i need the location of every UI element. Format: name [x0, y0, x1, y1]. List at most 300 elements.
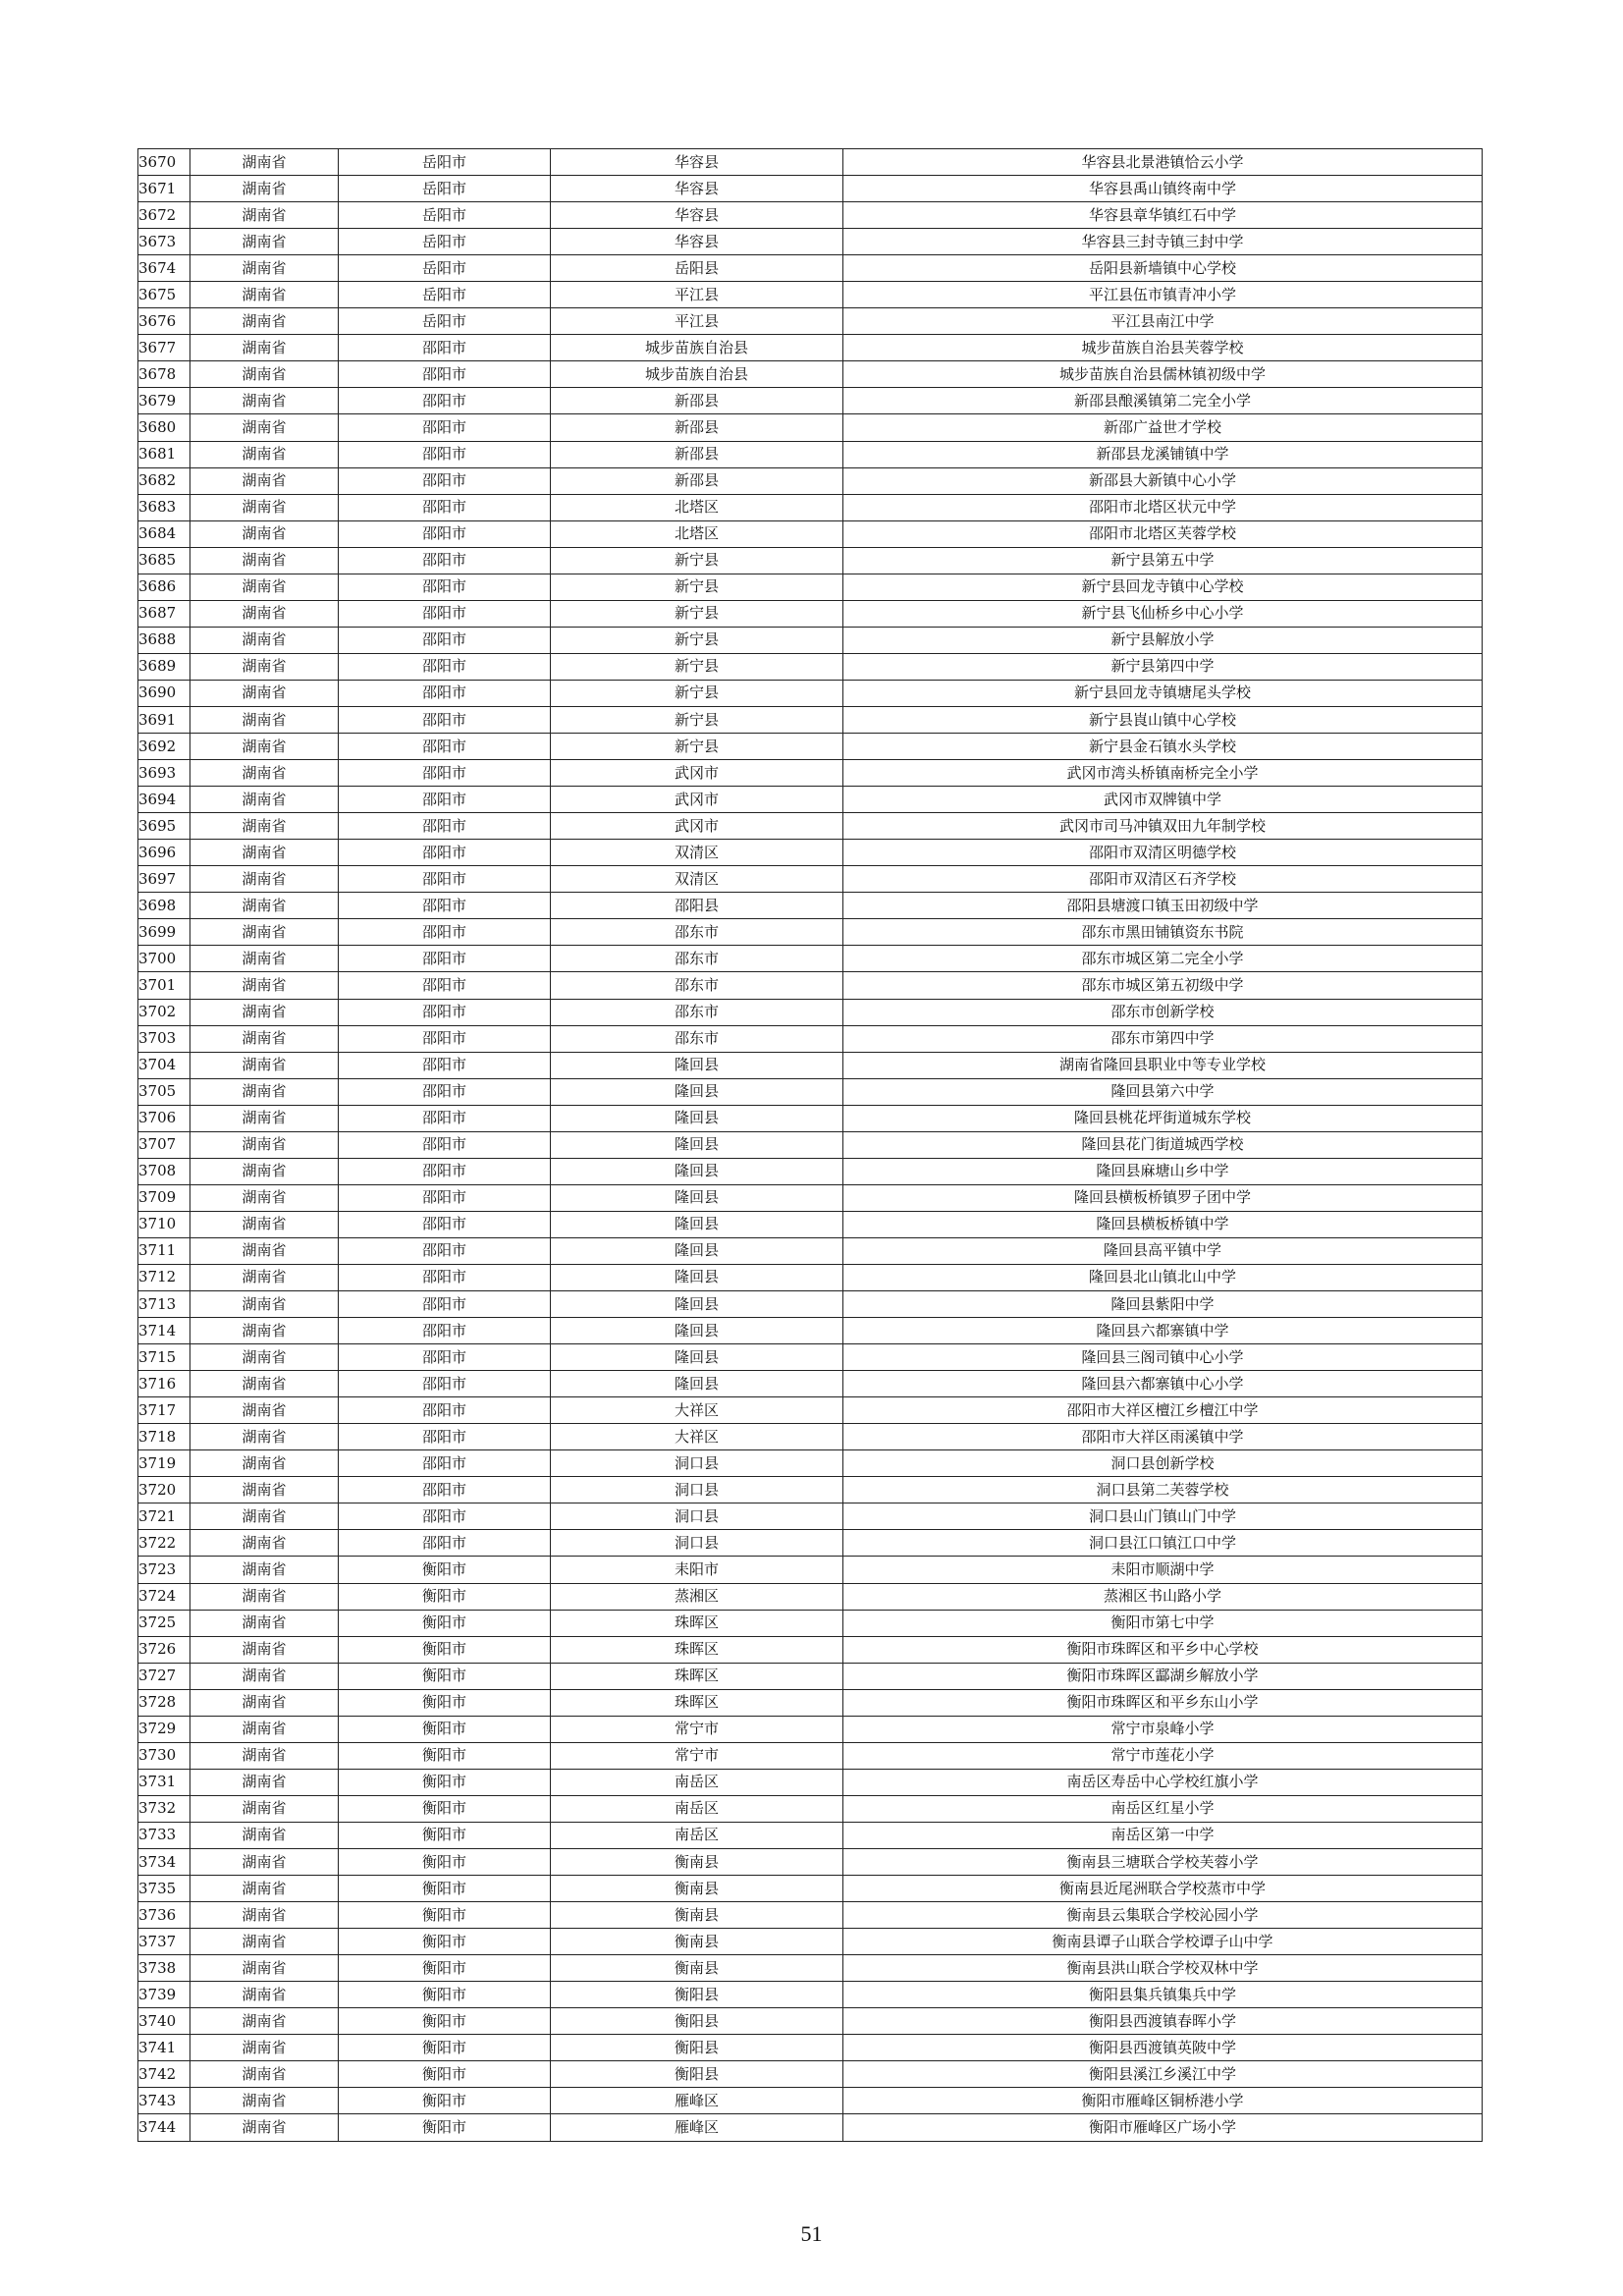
- county-cell: 衡南县: [551, 1955, 843, 1982]
- school-name-cell: 新宁县金石镇水头学校: [843, 734, 1483, 760]
- table-row: [138, 1184, 1483, 1211]
- row-number-cell: 3734: [138, 1849, 190, 1876]
- row-number-cell: 3735: [138, 1876, 190, 1902]
- province-cell: 湖南省: [190, 972, 339, 999]
- school-name-cell: 邵阳市北塔区状元中学: [843, 494, 1483, 520]
- table-row: [138, 1557, 1483, 1583]
- row-number-cell: 3717: [138, 1397, 190, 1424]
- county-cell: 隆回县: [551, 1237, 843, 1264]
- row-number-cell: 3715: [138, 1344, 190, 1371]
- table-row: [138, 919, 1483, 946]
- city-cell: 邵阳市: [339, 1477, 551, 1503]
- school-name-cell: 隆回县横板桥镇罗子团中学: [843, 1184, 1483, 1211]
- county-cell: 珠晖区: [551, 1663, 843, 1689]
- county-cell: 城步苗族自治县: [551, 335, 843, 361]
- table-row: [138, 627, 1483, 653]
- row-number-cell: 3713: [138, 1291, 190, 1318]
- city-cell: 邵阳市: [339, 1530, 551, 1557]
- table-row: [138, 787, 1483, 813]
- city-cell: 邵阳市: [339, 946, 551, 972]
- row-number-cell: 3711: [138, 1237, 190, 1264]
- city-cell: 邵阳市: [339, 1105, 551, 1131]
- school-name-cell: 邵阳市双清区明德学校: [843, 840, 1483, 866]
- province-cell: 湖南省: [190, 2035, 339, 2061]
- table-row: [138, 2061, 1483, 2088]
- row-number-cell: 3670: [138, 149, 190, 176]
- county-cell: 邵东市: [551, 1025, 843, 1052]
- row-number-cell: 3719: [138, 1450, 190, 1477]
- county-cell: 衡南县: [551, 1929, 843, 1955]
- row-number-cell: 3686: [138, 574, 190, 600]
- county-cell: 新宁县: [551, 680, 843, 706]
- table-row: [138, 1636, 1483, 1663]
- school-name-cell: 新邵县酿溪镇第二完全小学: [843, 388, 1483, 414]
- county-cell: 华容县: [551, 149, 843, 176]
- city-cell: 邵阳市: [339, 1503, 551, 1530]
- province-cell: 湖南省: [190, 255, 339, 282]
- province-cell: 湖南省: [190, 1530, 339, 1557]
- school-name-cell: 衡阳市雁峰区铜桥港小学: [843, 2088, 1483, 2114]
- table-row: [138, 1689, 1483, 1716]
- row-number-cell: 3743: [138, 2088, 190, 2114]
- school-name-cell: 隆回县高平镇中学: [843, 1237, 1483, 1264]
- school-name-cell: 华容县北景港镇恰云小学: [843, 149, 1483, 176]
- province-cell: 湖南省: [190, 308, 339, 335]
- county-cell: 隆回县: [551, 1078, 843, 1105]
- row-number-cell: 3679: [138, 388, 190, 414]
- table-row: [138, 547, 1483, 574]
- table-row: [138, 1503, 1483, 1530]
- school-name-cell: 华容县章华镇红石中学: [843, 202, 1483, 229]
- table-row: [138, 1318, 1483, 1344]
- row-number-cell: 3689: [138, 653, 190, 680]
- school-name-cell: 邵东市城区第五初级中学: [843, 972, 1483, 999]
- city-cell: 衡阳市: [339, 1689, 551, 1716]
- province-cell: 湖南省: [190, 547, 339, 574]
- county-cell: 南岳区: [551, 1822, 843, 1848]
- county-cell: 新邵县: [551, 414, 843, 441]
- school-name-cell: 衡南县近尾洲联合学校蒸市中学: [843, 1876, 1483, 1902]
- province-cell: 湖南省: [190, 1503, 339, 1530]
- city-cell: 邵阳市: [339, 760, 551, 787]
- school-name-cell: 邵阳市大祥区檀江乡檀江中学: [843, 1397, 1483, 1424]
- table-row: [138, 1397, 1483, 1424]
- province-cell: 湖南省: [190, 1371, 339, 1397]
- row-number-cell: 3736: [138, 1902, 190, 1929]
- county-cell: 新宁县: [551, 627, 843, 653]
- row-number-cell: 3740: [138, 2008, 190, 2035]
- row-number-cell: 3676: [138, 308, 190, 335]
- province-cell: 湖南省: [190, 414, 339, 441]
- table-row: [138, 574, 1483, 600]
- county-cell: 双清区: [551, 840, 843, 866]
- province-cell: 湖南省: [190, 494, 339, 520]
- school-name-cell: 衡阳市雁峰区广场小学: [843, 2114, 1483, 2141]
- county-cell: 隆回县: [551, 1105, 843, 1131]
- row-number-cell: 3672: [138, 202, 190, 229]
- province-cell: 湖南省: [190, 1795, 339, 1822]
- city-cell: 邵阳市: [339, 467, 551, 494]
- table-row: [138, 1769, 1483, 1795]
- county-cell: 华容县: [551, 202, 843, 229]
- city-cell: 衡阳市: [339, 1610, 551, 1636]
- county-cell: 洞口县: [551, 1503, 843, 1530]
- city-cell: 邵阳市: [339, 1158, 551, 1184]
- city-cell: 衡阳市: [339, 1795, 551, 1822]
- row-number-cell: 3688: [138, 627, 190, 653]
- row-number-cell: 3680: [138, 414, 190, 441]
- table-row: [138, 813, 1483, 840]
- county-cell: 耒阳市: [551, 1557, 843, 1583]
- school-name-cell: 衡阳县西渡镇春晖小学: [843, 2008, 1483, 2035]
- county-cell: 新宁县: [551, 706, 843, 733]
- county-cell: 隆回县: [551, 1371, 843, 1397]
- school-name-cell: 隆回县桃花坪街道城东学校: [843, 1105, 1483, 1131]
- county-cell: 新宁县: [551, 653, 843, 680]
- table-row: [138, 680, 1483, 706]
- city-cell: 邵阳市: [339, 1291, 551, 1318]
- province-cell: 湖南省: [190, 2088, 339, 2114]
- province-cell: 湖南省: [190, 1025, 339, 1052]
- city-cell: 衡阳市: [339, 1849, 551, 1876]
- school-name-cell: 衡南县谭子山联合学校谭子山中学: [843, 1929, 1483, 1955]
- row-number-cell: 3690: [138, 680, 190, 706]
- table-row: [138, 494, 1483, 520]
- province-cell: 湖南省: [190, 149, 339, 176]
- city-cell: 邵阳市: [339, 972, 551, 999]
- city-cell: 岳阳市: [339, 149, 551, 176]
- province-cell: 湖南省: [190, 1424, 339, 1450]
- table-row: [138, 734, 1483, 760]
- school-name-cell: 耒阳市顺湖中学: [843, 1557, 1483, 1583]
- province-cell: 湖南省: [190, 1105, 339, 1131]
- city-cell: 衡阳市: [339, 2008, 551, 2035]
- province-cell: 湖南省: [190, 282, 339, 308]
- school-name-cell: 衡南县三塘联合学校芙蓉小学: [843, 1849, 1483, 1876]
- province-cell: 湖南省: [190, 388, 339, 414]
- school-name-cell: 隆回县横板桥镇中学: [843, 1211, 1483, 1237]
- table-row: [138, 1610, 1483, 1636]
- row-number-cell: 3709: [138, 1184, 190, 1211]
- row-number-cell: 3718: [138, 1424, 190, 1450]
- province-cell: 湖南省: [190, 176, 339, 202]
- county-cell: 邵东市: [551, 946, 843, 972]
- table-row: [138, 1450, 1483, 1477]
- province-cell: 湖南省: [190, 1822, 339, 1848]
- school-name-cell: 邵阳县塘渡口镇玉田初级中学: [843, 893, 1483, 919]
- school-name-cell: 洞口县山门镇山门中学: [843, 1503, 1483, 1530]
- school-name-cell: 新宁县崀山镇中心学校: [843, 706, 1483, 733]
- row-number-cell: 3678: [138, 361, 190, 388]
- city-cell: 邵阳市: [339, 1025, 551, 1052]
- province-cell: 湖南省: [190, 653, 339, 680]
- school-name-cell: 常宁市泉峰小学: [843, 1716, 1483, 1742]
- city-cell: 邵阳市: [339, 734, 551, 760]
- county-cell: 隆回县: [551, 1264, 843, 1290]
- province-cell: 湖南省: [190, 627, 339, 653]
- school-name-cell: 隆回县六都寨镇中心小学: [843, 1371, 1483, 1397]
- table-row: [138, 1105, 1483, 1131]
- school-name-cell: 隆回县北山镇北山中学: [843, 1264, 1483, 1290]
- table-row: [138, 1795, 1483, 1822]
- row-number-cell: 3716: [138, 1371, 190, 1397]
- table-row: [138, 1052, 1483, 1078]
- row-number-cell: 3682: [138, 467, 190, 494]
- province-cell: 湖南省: [190, 734, 339, 760]
- school-name-cell: 武冈市双牌镇中学: [843, 787, 1483, 813]
- county-cell: 蒸湘区: [551, 1583, 843, 1610]
- city-cell: 岳阳市: [339, 255, 551, 282]
- county-cell: 珠晖区: [551, 1636, 843, 1663]
- row-number-cell: 3724: [138, 1583, 190, 1610]
- city-cell: 衡阳市: [339, 1769, 551, 1795]
- county-cell: 衡南县: [551, 1876, 843, 1902]
- school-name-cell: 新邵广益世才学校: [843, 414, 1483, 441]
- province-cell: 湖南省: [190, 1557, 339, 1583]
- province-cell: 湖南省: [190, 760, 339, 787]
- city-cell: 邵阳市: [339, 1131, 551, 1158]
- province-cell: 湖南省: [190, 229, 339, 255]
- table-row: [138, 335, 1483, 361]
- city-cell: 邵阳市: [339, 547, 551, 574]
- county-cell: 大祥区: [551, 1397, 843, 1424]
- school-name-cell: 邵阳市双清区石齐学校: [843, 866, 1483, 893]
- row-number-cell: 3674: [138, 255, 190, 282]
- school-name-cell: 隆回县麻塘山乡中学: [843, 1158, 1483, 1184]
- table-row: [138, 653, 1483, 680]
- row-number-cell: 3744: [138, 2114, 190, 2141]
- row-number-cell: 3720: [138, 1477, 190, 1503]
- county-cell: 双清区: [551, 866, 843, 893]
- table-row: [138, 361, 1483, 388]
- row-number-cell: 3742: [138, 2061, 190, 2088]
- county-cell: 新邵县: [551, 441, 843, 467]
- table-row: [138, 1849, 1483, 1876]
- table-row: [138, 1929, 1483, 1955]
- county-cell: 平江县: [551, 282, 843, 308]
- city-cell: 邵阳市: [339, 388, 551, 414]
- row-number-cell: 3698: [138, 893, 190, 919]
- city-cell: 邵阳市: [339, 494, 551, 520]
- row-number-cell: 3732: [138, 1795, 190, 1822]
- school-name-cell: 新宁县第四中学: [843, 653, 1483, 680]
- school-name-cell: 新邵县大新镇中心小学: [843, 467, 1483, 494]
- school-name-cell: 邵阳市大祥区雨溪镇中学: [843, 1424, 1483, 1450]
- province-cell: 湖南省: [190, 1636, 339, 1663]
- province-cell: 湖南省: [190, 1769, 339, 1795]
- province-cell: 湖南省: [190, 1876, 339, 1902]
- province-cell: 湖南省: [190, 1264, 339, 1290]
- county-cell: 北塔区: [551, 494, 843, 520]
- row-number-cell: 3733: [138, 1822, 190, 1848]
- city-cell: 邵阳市: [339, 1078, 551, 1105]
- school-name-cell: 隆回县紫阳中学: [843, 1291, 1483, 1318]
- province-cell: 湖南省: [190, 1052, 339, 1078]
- school-name-cell: 常宁市莲花小学: [843, 1742, 1483, 1769]
- table-row: [138, 760, 1483, 787]
- table-row: [138, 1583, 1483, 1610]
- school-name-cell: 邵东市黑田铺镇资东书院: [843, 919, 1483, 946]
- school-name-cell: 平江县南江中学: [843, 308, 1483, 335]
- province-cell: 湖南省: [190, 2114, 339, 2141]
- table-row: [138, 972, 1483, 999]
- county-cell: 新邵县: [551, 467, 843, 494]
- province-cell: 湖南省: [190, 919, 339, 946]
- county-cell: 邵东市: [551, 919, 843, 946]
- province-cell: 湖南省: [190, 1344, 339, 1371]
- table-row: [138, 1078, 1483, 1105]
- county-cell: 南岳区: [551, 1769, 843, 1795]
- row-number-cell: 3729: [138, 1716, 190, 1742]
- city-cell: 邵阳市: [339, 574, 551, 600]
- city-cell: 衡阳市: [339, 2088, 551, 2114]
- table-row: [138, 1025, 1483, 1052]
- school-name-cell: 邵东市第四中学: [843, 1025, 1483, 1052]
- row-number-cell: 3697: [138, 866, 190, 893]
- table-row: [138, 1344, 1483, 1371]
- row-number-cell: 3738: [138, 1955, 190, 1982]
- county-cell: 邵东市: [551, 999, 843, 1025]
- city-cell: 邵阳市: [339, 441, 551, 467]
- county-cell: 隆回县: [551, 1211, 843, 1237]
- city-cell: 衡阳市: [339, 2114, 551, 2141]
- row-number-cell: 3730: [138, 1742, 190, 1769]
- city-cell: 衡阳市: [339, 1929, 551, 1955]
- row-number-cell: 3710: [138, 1211, 190, 1237]
- row-number-cell: 3726: [138, 1636, 190, 1663]
- school-name-cell: 衡阳市珠晖区和平乡东山小学: [843, 1689, 1483, 1716]
- county-cell: 衡南县: [551, 1849, 843, 1876]
- county-cell: 大祥区: [551, 1424, 843, 1450]
- row-number-cell: 3702: [138, 999, 190, 1025]
- county-cell: 雁峰区: [551, 2088, 843, 2114]
- school-name-cell: 洞口县第二芙蓉学校: [843, 1477, 1483, 1503]
- city-cell: 邵阳市: [339, 600, 551, 627]
- county-cell: 常宁市: [551, 1742, 843, 1769]
- province-cell: 湖南省: [190, 680, 339, 706]
- county-cell: 隆回县: [551, 1052, 843, 1078]
- table-row: [138, 1716, 1483, 1742]
- row-number-cell: 3722: [138, 1530, 190, 1557]
- county-cell: 新宁县: [551, 574, 843, 600]
- row-number-cell: 3693: [138, 760, 190, 787]
- county-cell: 南岳区: [551, 1795, 843, 1822]
- table-row: [138, 2088, 1483, 2114]
- table-row: [138, 149, 1483, 176]
- province-cell: 湖南省: [190, 840, 339, 866]
- school-name-cell: 南岳区寿岳中心学校红旗小学: [843, 1769, 1483, 1795]
- province-cell: 湖南省: [190, 574, 339, 600]
- county-cell: 雁峰区: [551, 2114, 843, 2141]
- table-row: [138, 176, 1483, 202]
- province-cell: 湖南省: [190, 1237, 339, 1264]
- school-name-cell: 隆回县六都寨镇中学: [843, 1318, 1483, 1344]
- table-row: [138, 946, 1483, 972]
- city-cell: 衡阳市: [339, 1583, 551, 1610]
- row-number-cell: 3694: [138, 787, 190, 813]
- table-row: [138, 441, 1483, 467]
- city-cell: 邵阳市: [339, 866, 551, 893]
- school-name-cell: 洞口县江口镇江口中学: [843, 1530, 1483, 1557]
- row-number-cell: 3727: [138, 1663, 190, 1689]
- province-cell: 湖南省: [190, 467, 339, 494]
- city-cell: 邵阳市: [339, 361, 551, 388]
- school-name-cell: 新宁县第五中学: [843, 547, 1483, 574]
- school-name-cell: 衡阳市第七中学: [843, 1610, 1483, 1636]
- province-cell: 湖南省: [190, 1742, 339, 1769]
- province-cell: 湖南省: [190, 1663, 339, 1689]
- province-cell: 湖南省: [190, 2008, 339, 2035]
- row-number-cell: 3701: [138, 972, 190, 999]
- city-cell: 邵阳市: [339, 414, 551, 441]
- city-cell: 邵阳市: [339, 627, 551, 653]
- city-cell: 邵阳市: [339, 706, 551, 733]
- county-cell: 新邵县: [551, 388, 843, 414]
- school-name-cell: 城步苗族自治县儒林镇初级中学: [843, 361, 1483, 388]
- county-cell: 城步苗族自治县: [551, 361, 843, 388]
- table-row: [138, 893, 1483, 919]
- county-cell: 新宁县: [551, 600, 843, 627]
- county-cell: 衡阳县: [551, 1982, 843, 2008]
- province-cell: 湖南省: [190, 2061, 339, 2088]
- province-cell: 湖南省: [190, 1477, 339, 1503]
- row-number-cell: 3714: [138, 1318, 190, 1344]
- row-number-cell: 3699: [138, 919, 190, 946]
- city-cell: 衡阳市: [339, 2061, 551, 2088]
- city-cell: 衡阳市: [339, 1822, 551, 1848]
- city-cell: 衡阳市: [339, 1557, 551, 1583]
- row-number-cell: 3684: [138, 520, 190, 547]
- province-cell: 湖南省: [190, 361, 339, 388]
- province-cell: 湖南省: [190, 1955, 339, 1982]
- row-number-cell: 3695: [138, 813, 190, 840]
- table-row: [138, 202, 1483, 229]
- county-cell: 常宁市: [551, 1716, 843, 1742]
- city-cell: 岳阳市: [339, 308, 551, 335]
- city-cell: 岳阳市: [339, 229, 551, 255]
- city-cell: 衡阳市: [339, 1663, 551, 1689]
- school-name-cell: 城步苗族自治县芙蓉学校: [843, 335, 1483, 361]
- province-cell: 湖南省: [190, 441, 339, 467]
- province-cell: 湖南省: [190, 866, 339, 893]
- table-row: [138, 840, 1483, 866]
- province-cell: 湖南省: [190, 1689, 339, 1716]
- county-cell: 洞口县: [551, 1450, 843, 1477]
- school-name-cell: 衡阳县溪江乡溪江中学: [843, 2061, 1483, 2088]
- school-name-cell: 平江县伍市镇青冲小学: [843, 282, 1483, 308]
- province-cell: 湖南省: [190, 1211, 339, 1237]
- table-row: [138, 866, 1483, 893]
- school-name-cell: 隆回县第六中学: [843, 1078, 1483, 1105]
- school-name-cell: 邵阳市北塔区芙蓉学校: [843, 520, 1483, 547]
- school-name-cell: 华容县禹山镇终南中学: [843, 176, 1483, 202]
- school-name-cell: 武冈市司马冲镇双田九年制学校: [843, 813, 1483, 840]
- row-number-cell: 3687: [138, 600, 190, 627]
- table-row: [138, 2008, 1483, 2035]
- city-cell: 邵阳市: [339, 787, 551, 813]
- city-cell: 邵阳市: [339, 653, 551, 680]
- province-cell: 湖南省: [190, 1184, 339, 1211]
- city-cell: 邵阳市: [339, 1450, 551, 1477]
- table-row: [138, 1663, 1483, 1689]
- county-cell: 衡阳县: [551, 2061, 843, 2088]
- province-cell: 湖南省: [190, 1929, 339, 1955]
- county-cell: 衡南县: [551, 1902, 843, 1929]
- school-name-cell: 隆回县三阁司镇中心小学: [843, 1344, 1483, 1371]
- county-cell: 华容县: [551, 229, 843, 255]
- row-number-cell: 3673: [138, 229, 190, 255]
- county-cell: 衡阳县: [551, 2008, 843, 2035]
